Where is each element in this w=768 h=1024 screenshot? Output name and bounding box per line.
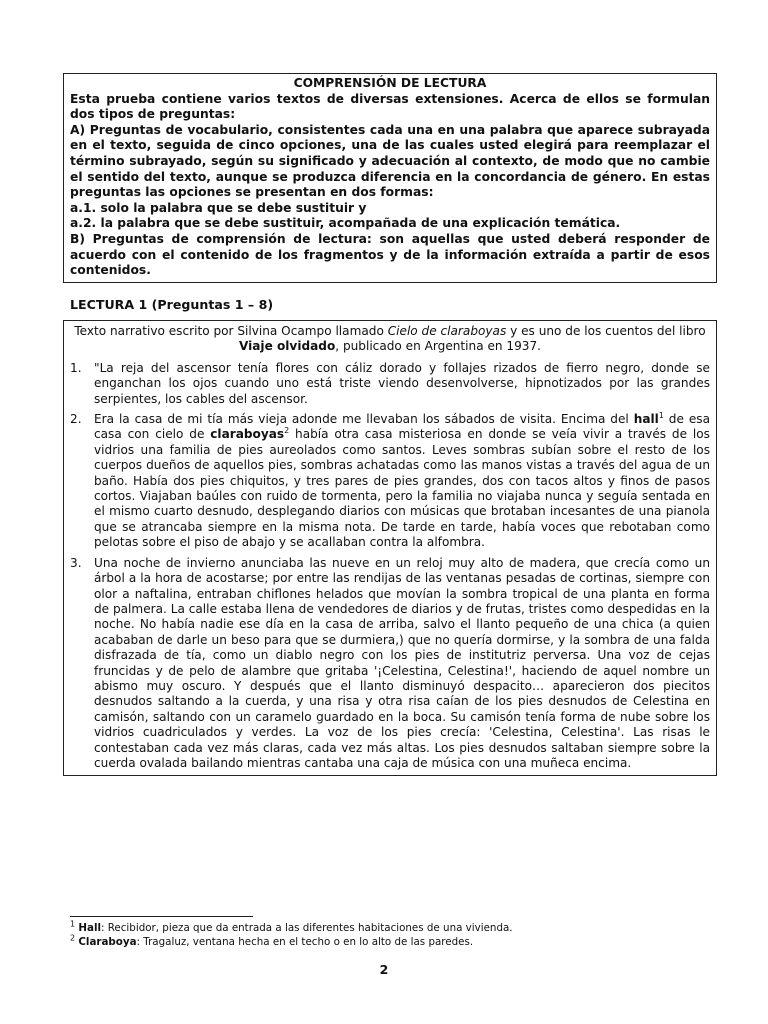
paragraph-number: 3. bbox=[70, 555, 82, 570]
instructions-box bbox=[63, 73, 717, 283]
footnote-definition: : Recibidor, pieza que da entrada a las diferentes habitaciones de una vivienda. bbox=[101, 922, 513, 934]
instructions-type-b: B) Preguntas de comprensión de lectura: son aquellas que usted deberá responder de acuerdo con el contenido de los fragmentos y de la información extraída a partir de esos contenidos. bbox=[70, 231, 710, 278]
instructions-type-a: A) Preguntas de vocabulario, consistentes cada una en una palabra que aparece subrayada en el texto, seguida de cinco opciones, una de las cuales usted elegirá para reemplazar el término subrayado, según su significado y adecuación al contexto, de modo que no cambie el sentido del texto, aunque se produzca diferencia en la concordancia de género. En estas preguntas las opciones se presentan en dos formas: bbox=[70, 122, 710, 200]
footnote-2 bbox=[70, 933, 710, 950]
footnote-definition: : Tragaluz, ventana hecha en el techo o en lo alto de las paredes. bbox=[136, 935, 474, 948]
footnote-divider bbox=[70, 916, 253, 917]
footnote-term: Hall bbox=[78, 922, 101, 934]
paragraph-number: 2. bbox=[70, 412, 82, 427]
paragraph-text: "La reja del ascensor tenía flores con cáliz dorado y follajes rizados de fierro negro, donde se enganchan los ojos cuando uno está triste viendo desenvolverse, hipnotizados por las grandes serpientes, los cables del ascensor. bbox=[94, 360, 710, 406]
paragraph-text bbox=[94, 412, 710, 551]
instructions-a2: a.2. la palabra que se debe sustituir, acompañada de una explicación temática. bbox=[70, 216, 621, 231]
intro-text-1: Texto narrativo escrito por Silvina Ocampo llamado bbox=[74, 324, 388, 338]
instructions-title: COMPRENSIÓN DE LECTURA bbox=[293, 76, 487, 90]
claraboyas-term: claraboyas bbox=[210, 427, 285, 442]
footnote-term: Claraboya bbox=[78, 935, 137, 948]
paragraph-text: Una noche de invierno anunciaba las nueve en un reloj muy alto de madera, que crecía como un árbol a la hora de acostarse; por entre las rendijas de las ventanas pesadas de cortinas, siempre con olor a naftalina, entraban chiflones helados que movían la sombra tropical de una planta en forma de palmera. La calle estaba llena de vendedores de diarios y de frutas, tristes como despedidas en la noche. No había nadie ese día en la casa de arriba, salvo el llanto pequeño de una chica (a quien acababan de darle un beso para que se durmiera,) que no quería dormirse, y la sombra de una falda disfrazada de tía, como un diablo negro con los pies de institutriz perversa. Una voz de cejas fruncidas y de pelo de alambre que gritaba '¡Celestina, Celestina!', haciendo de aquel nombre un abismo muy oscuro. Y después que el llanto disminuyó despacito… aparecieron dos piecitos desnudos saltando a la cuerda, y una risa y otra risa caían de los pies desnudos de Celestina en camisón, saltando con un caramelo guardado en la boca. Su camisón tenía forma de nube sobre los vidrios cuadriculados y verdes. La voz de los pies crecía: 'Celestina, Celestina'. Las risas le contestaban cada vez más claras, cada vez más altas. Los pies desnudos saltaban siempre sobre la cuerda ovalada bailando mientras cantaba una caja de música con una muñeca encima. bbox=[94, 555, 710, 770]
instructions-a1: a.1. solo la palabra que se debe sustituir y bbox=[70, 200, 367, 215]
reading-box bbox=[63, 320, 717, 776]
page-number: 2 bbox=[379, 962, 389, 977]
intro-text-2: y es uno de los cuentos del libro bbox=[506, 324, 706, 338]
paragraph-1 bbox=[70, 361, 710, 407]
p2-text-3: había otra casa misteriosa en donde se veía vivir a través de los vidrios una familia de pies aureolados como santos. Leves sombras subían sobre el resto de los cuerpos dueños de aquellos pies, sombras achatadas como las manos vistas a través del agua de un baño. Había dos pies chiquitos, y tres pares de pies grandes, dos con tacos altos y finos de pasos cortos. Viajaban baúles con ruido de tormenta, pero la familia no viajaba nunca y seguía sentada en el mismo cuarto desnudo, desplegando diarios con músicas que brotaban incesantes de una pianola que se atrancaba siempre en la misma nota. De tarde en tarde, había voces que rebotaban como pelotas sobre el piso de abajo y se acallaban contra la alfombra. bbox=[94, 427, 710, 550]
reading-intro bbox=[70, 324, 710, 355]
p2-text-2: de esa casa con cielo de bbox=[94, 412, 710, 442]
footnotes bbox=[70, 919, 710, 949]
story-title: Cielo de claraboyas bbox=[387, 324, 507, 338]
footnote-ref-1: 1 bbox=[658, 411, 664, 420]
footnote-number: 2 bbox=[70, 933, 76, 943]
footnote-number: 1 bbox=[70, 919, 76, 929]
hall-term: hall bbox=[633, 412, 659, 427]
lectura-heading: LECTURA 1 (Preguntas 1 – 8) bbox=[70, 297, 274, 312]
book-title: Viaje olvidado bbox=[238, 339, 336, 354]
instructions-intro: Esta prueba contiene varios textos de diversas extensiones. Acerca de ellos se formulan dos tipos de preguntas: bbox=[70, 91, 710, 122]
footnote-ref-2: 2 bbox=[284, 426, 290, 436]
p2-text-1: Era la casa de mi tía más vieja adonde me llevaban los sábados de visita. Encima del bbox=[94, 412, 634, 427]
paragraph-number: 1. bbox=[70, 360, 82, 375]
paragraph-3 bbox=[70, 556, 710, 772]
intro-text-3: , publicado en Argentina en 1937. bbox=[335, 339, 542, 354]
paragraph-2 bbox=[70, 412, 710, 551]
footnote-1 bbox=[70, 919, 710, 936]
